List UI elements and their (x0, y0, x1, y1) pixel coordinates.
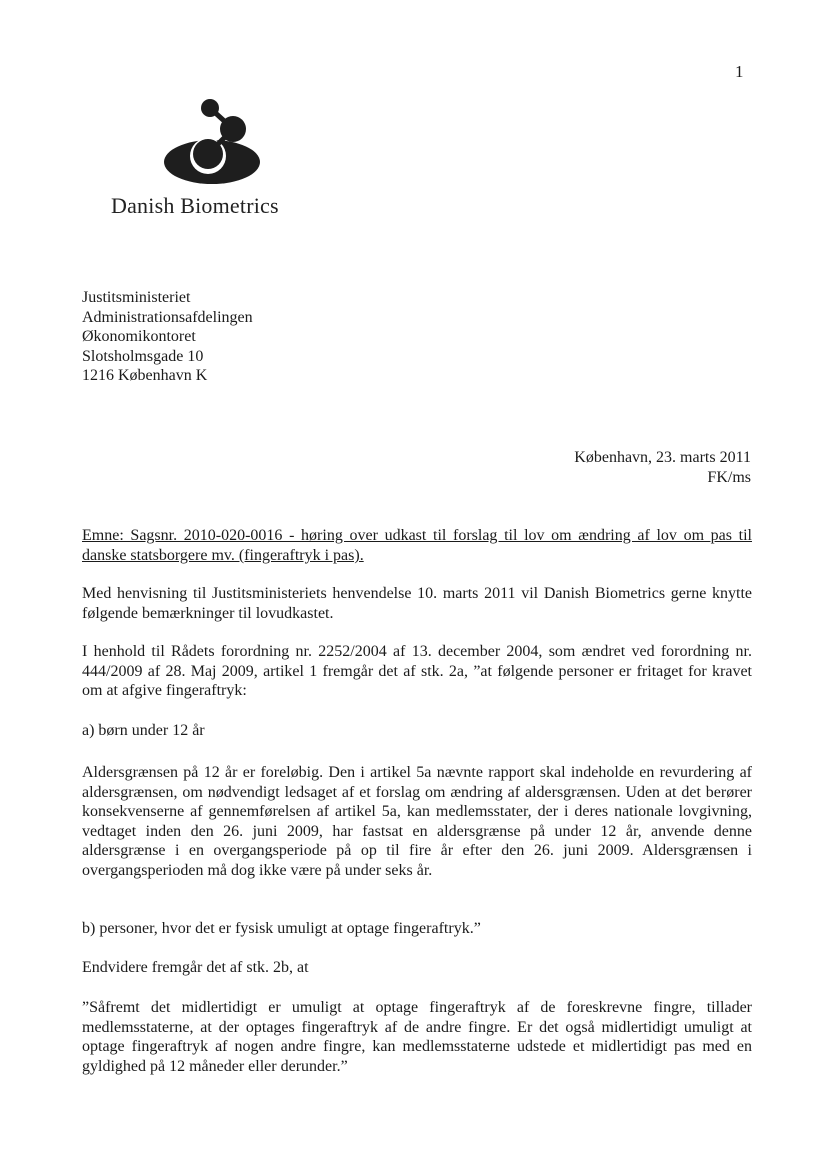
date-block (574, 448, 751, 488)
address-line: Slotsholmsgade 10 (82, 347, 204, 365)
paragraph-regulation: I henhold til Rådets forordning nr. 2252/2004 af 13. december 2004, som ændret ved forordning nr. 444/2009 af 28. Maj 2009, artikel 1 fremgår det af stk. 2a, ”at følgende personer er fritaget for kravet om at afgive fingeraftryk: (82, 643, 752, 699)
subject-line: Emne: Sagsnr. 2010-020-0016 - høring over udkast til forslag til lov om ændring af lov om pas til danske statsborgere mv. (fingeraftryk i pas). (82, 527, 752, 564)
danish-biometrics-logo-icon (160, 96, 270, 196)
paragraph-item-b: b) personer, hvor det er fysisk umuligt at optage fingeraftryk.” (82, 920, 481, 937)
paragraph-stk-2b-intro: Endvidere fremgår det af stk. 2b, at (82, 959, 309, 976)
paragraph-quote: ”Såfremt det midlertidigt er umuligt at optage fingeraftryk af de foreskrevne fingre, tillader medlemsstaterne, at der optages fingeraftryk af de andre fingre. Er det også midlertidigt umuligt at optage fingeraftryk af nogen andre fingre, kan medlemsstaterne udstede et midlertidigt pas med en gyldighed på 12 måneder eller derunder.” (82, 999, 752, 1075)
place-date: København, 23. marts 2011 (574, 449, 751, 466)
logo-name: Danish Biometrics (111, 193, 279, 218)
address-line: Økonomikontoret (82, 328, 196, 346)
recipient-address (82, 288, 253, 386)
address-line: Justitsministeriet (82, 289, 191, 306)
reference-initials: FK/ms (707, 469, 751, 486)
paragraph-item-a: a) børn under 12 år (82, 722, 205, 739)
address-line: 1216 København K (82, 367, 208, 385)
paragraph-intro: Med henvisning til Justitsministeriets henvendelse 10. marts 2011 vil Danish Biometrics gerne knytte følgende bemærkninger til lovudkastet. (82, 585, 752, 622)
page-number: 1 (735, 62, 744, 81)
paragraph-age-limit: Aldersgrænsen på 12 år er foreløbig. Den i artikel 5a nævnte rapport skal indeholde en revurdering af aldersgrænsen, om nødvendigt ledsaget af et forslag om ændring af aldersgrænsen. Uden at det berører konsekvenserne af gennemførelsen af artikel 5a, kan medlemsstater, der i deres nationale lovgivning, vedtaget inden den 26. juni 2009, har fastsat en aldersgrænse på under 12 år, anvende denne aldersgrænse i en overgangsperiode på op til fire år efter den 26. juni 2009. Aldersgrænsen i overgangsperioden må dog ikke være på under seks år. (82, 764, 752, 879)
address-line: Administrationsafdelingen (82, 308, 253, 326)
